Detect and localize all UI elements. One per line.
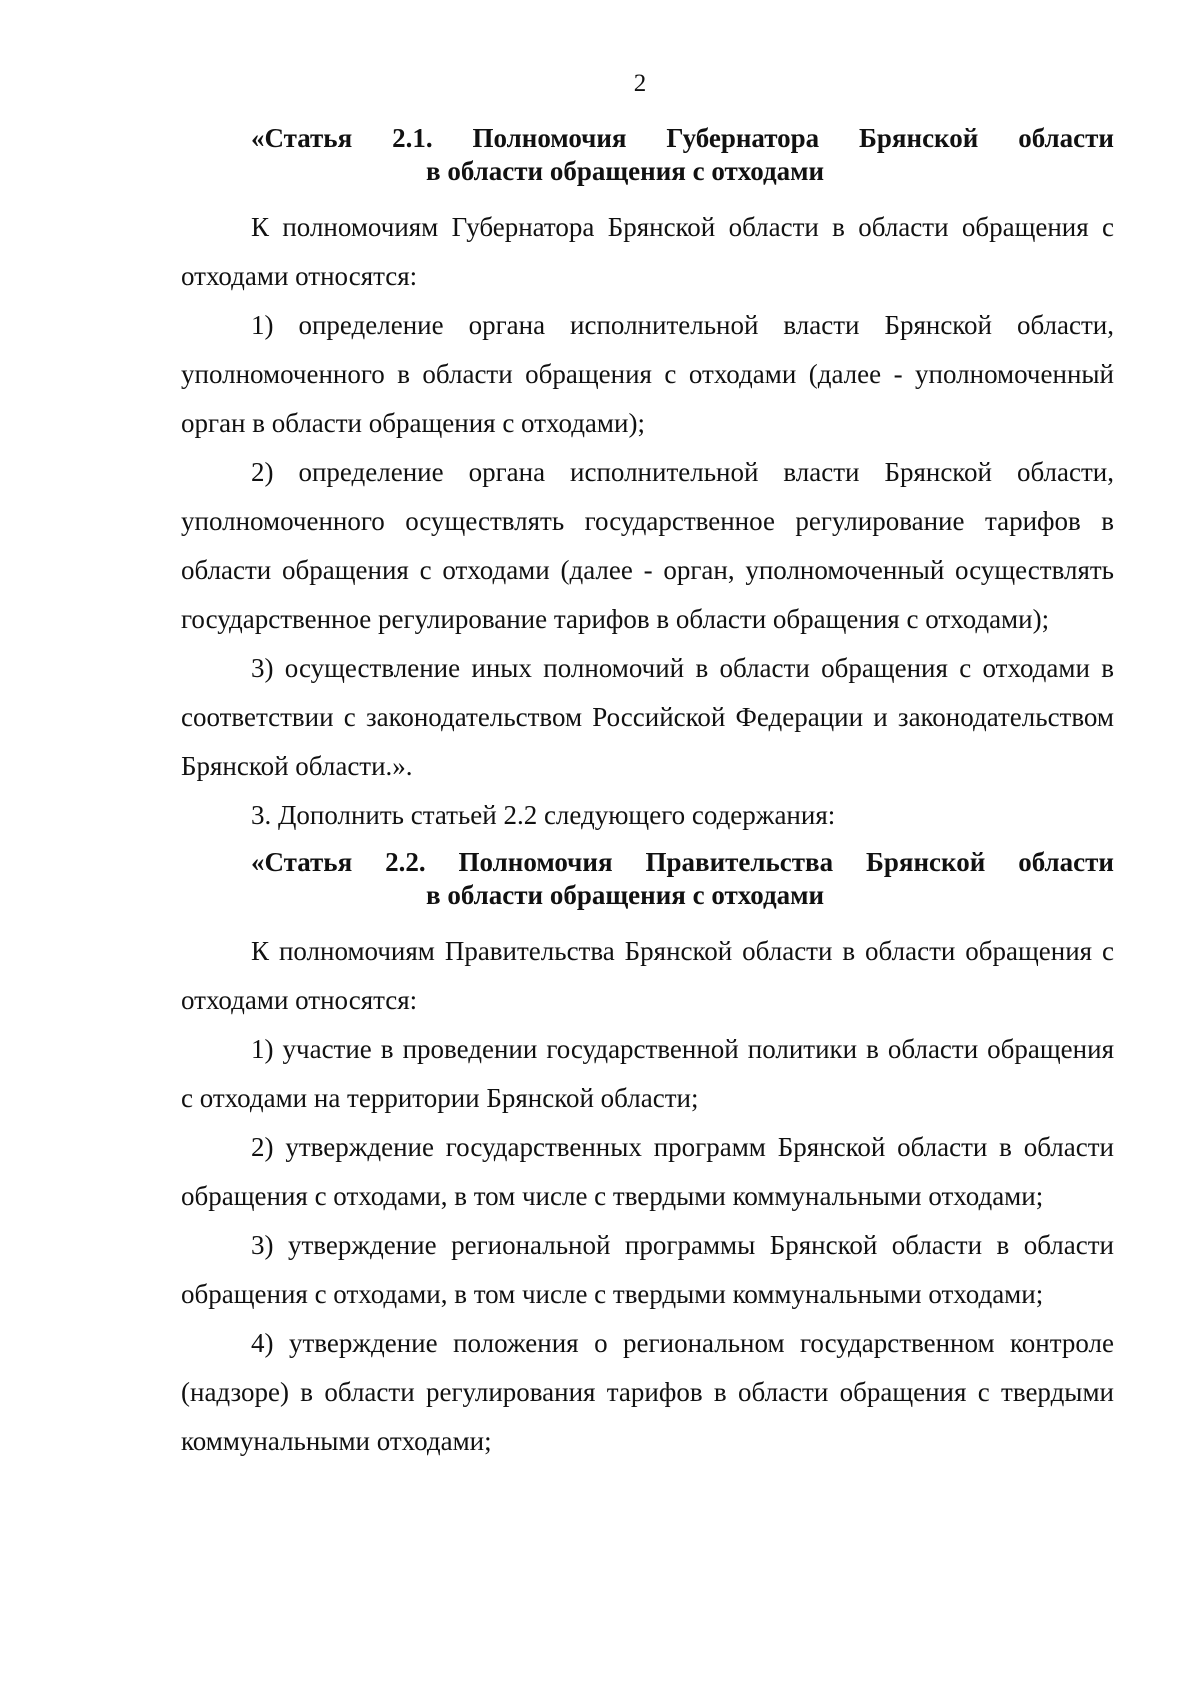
article-2-2-title-line2: в области обращения с отходами <box>426 880 825 910</box>
article-2-2-item-2: 2) утверждение государственных программ Брянской области в области обращения с отходами, в том числе с твердыми коммунальными отходами; <box>181 1132 1114 1211</box>
article-2-1-title-line2: в области обращения с отходами <box>426 156 825 186</box>
article-2-1-heading <box>181 122 1114 188</box>
article-2-2-item-4: 4) утверждение положения о региональном государственном контроле (надзоре) в области регулирования тарифов в области обращения с твердыми коммунальными отходами; <box>181 1328 1114 1456</box>
article-2-1-item-3: 3) осуществление иных полномочий в области обращения с отходами в соответствии с законодательством Российской Федерации и законодательством Брянской области.». <box>181 653 1114 781</box>
article-2-2-intro: К полномочиям Правительства Брянской области в области обращения с отходами относятся: <box>181 936 1114 1015</box>
article-2-1-intro: К полномочиям Губернатора Брянской области в области обращения с отходами относятся: <box>181 212 1114 291</box>
article-2-1-item-2: 2) определение органа исполнительной власти Брянской области, уполномоченного осуществлять государственное регулирование тарифов в области обращения с отходами (далее - орган, уполномоченный осуществлять государственное регулирование тарифов в области обращения с отходами); <box>181 457 1114 634</box>
article-2-1-item-1: 1) определение органа исполнительной власти Брянской области, уполномоченного в области обращения с отходами (далее - уполномоченный орган в области обращения с отходами); <box>181 310 1114 438</box>
document-body <box>181 122 1114 1466</box>
article-2-2-item-3: 3) утверждение региональной программы Брянской области в области обращения с отходами, в том числе с твердыми коммунальными отходами; <box>181 1230 1114 1309</box>
page-number: 2 <box>633 70 647 97</box>
article-2-2-title-line1: «Статья 2.2. Полномочия Правительства Брянской области <box>251 847 1114 877</box>
amendment-3: 3. Дополнить статьей 2.2 следующего содержания: <box>251 800 836 830</box>
article-2-1-title-line1: «Статья 2.1. Полномочия Губернатора Брянской области <box>251 123 1114 153</box>
article-2-2-item-1: 1) участие в проведении государственной политики в области обращения с отходами на территории Брянской области; <box>181 1034 1114 1113</box>
article-2-2-heading <box>181 846 1114 912</box>
